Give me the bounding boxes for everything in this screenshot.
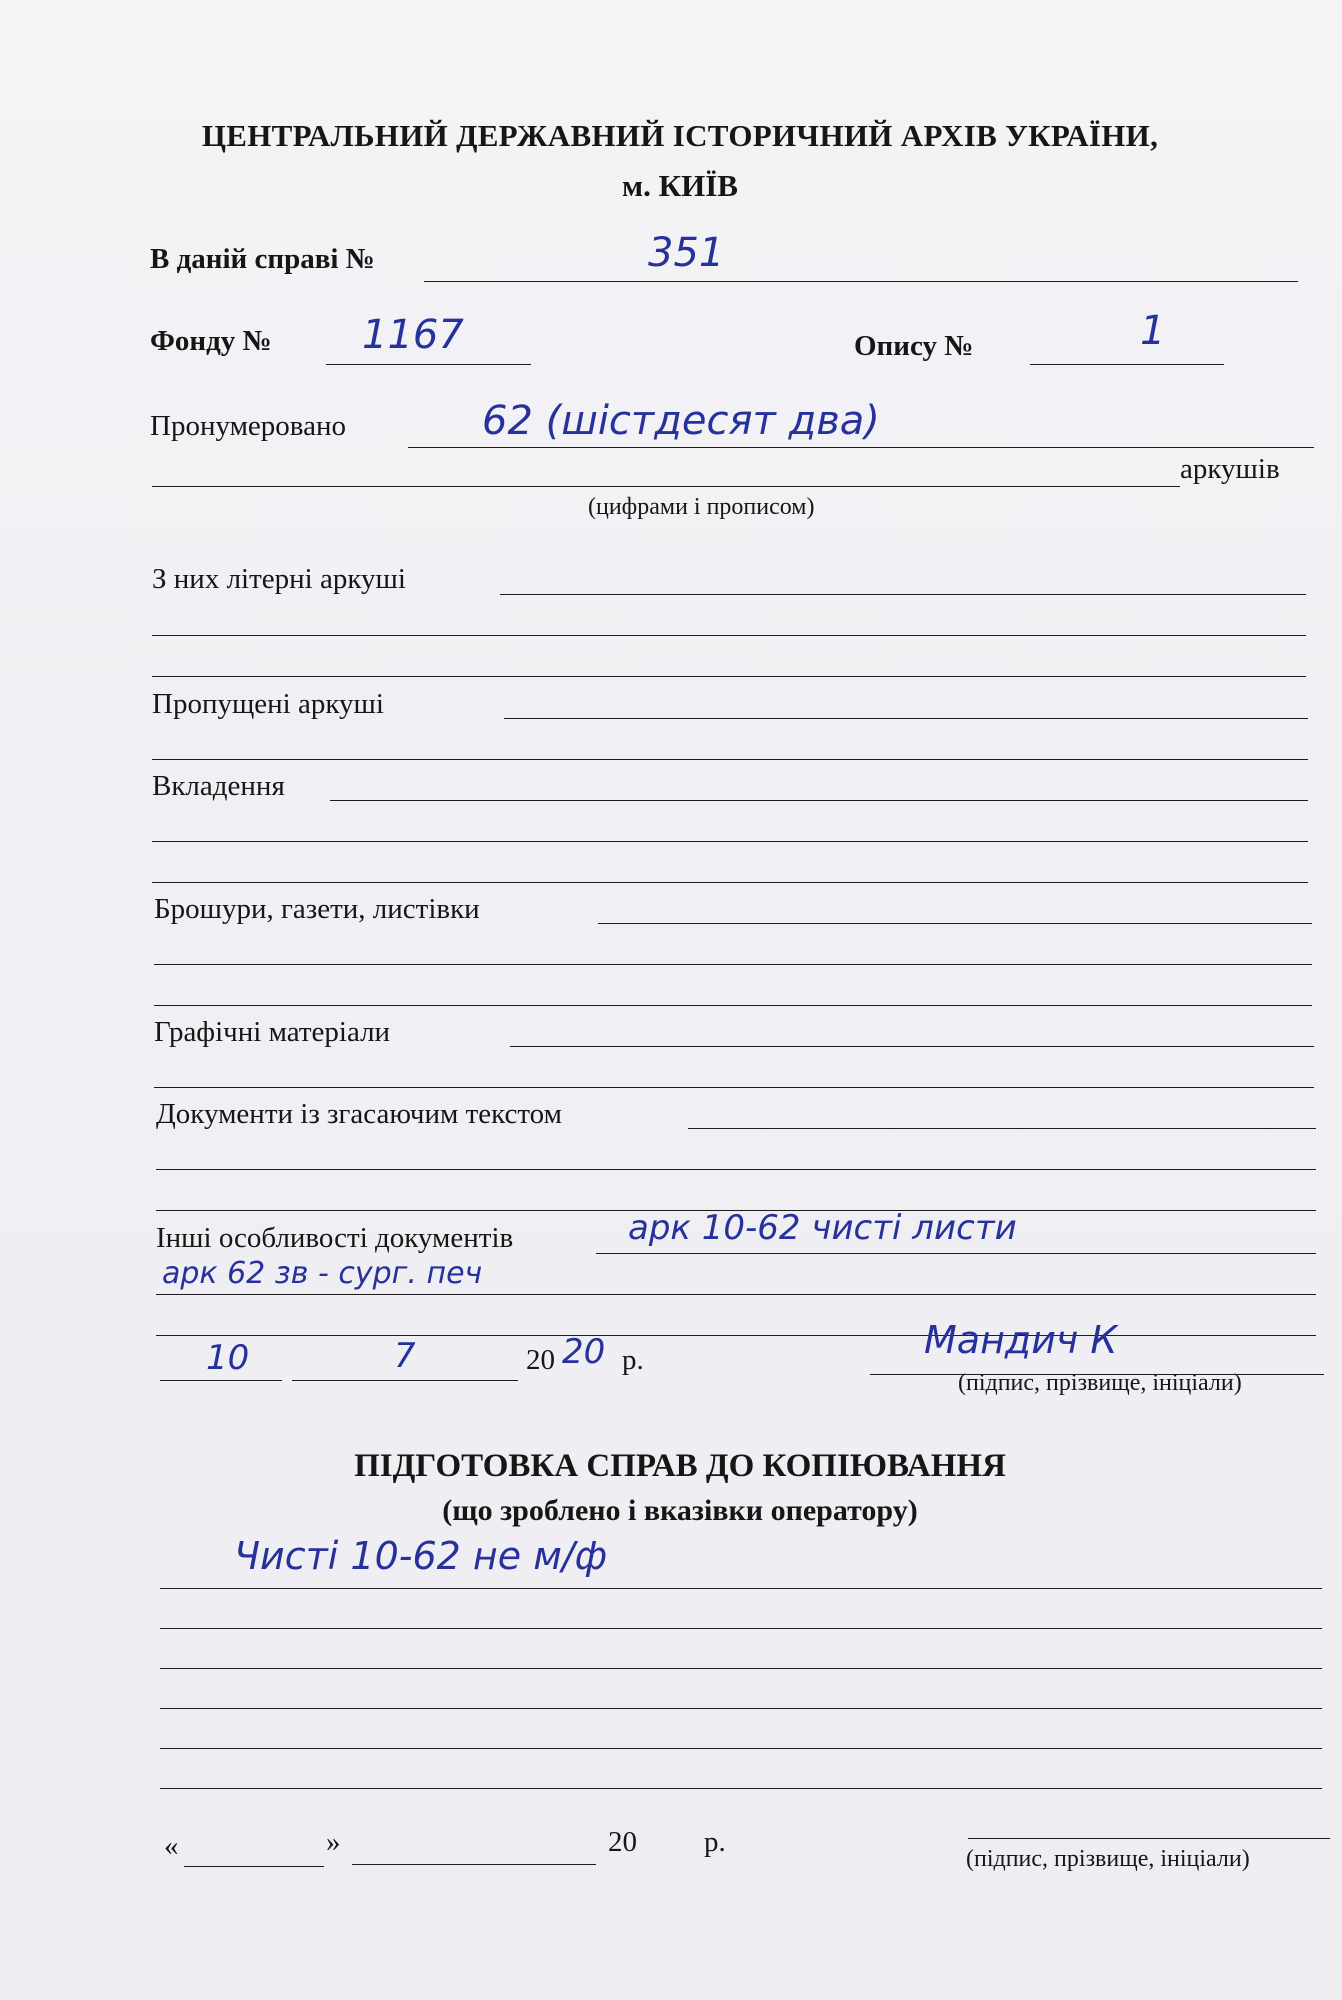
attachments-line-2	[152, 841, 1308, 842]
archive-city: м. КИЇВ	[622, 168, 738, 203]
missing-sheets-line	[504, 718, 1308, 719]
missing-sheets-label: Пропущені аркуші	[152, 688, 384, 720]
date2-open-quote: «	[164, 1830, 179, 1862]
brochures-line	[598, 923, 1312, 924]
date2-day-line	[184, 1866, 324, 1867]
numbered-line-2	[152, 486, 1180, 487]
case-number-line	[424, 281, 1298, 282]
fond-label: Фонду №	[150, 325, 272, 357]
archive-name: ЦЕНТРАЛЬНИЙ ДЕРЖАВНИЙ ІСТОРИЧНИЙ АРХІВ УКРАЇНИ,	[201, 118, 1159, 153]
opys-label: Опису №	[854, 330, 974, 362]
date2-close-quote: »	[326, 1826, 341, 1858]
date1-year-prefix: 20	[526, 1344, 555, 1376]
opys-line	[1030, 364, 1224, 365]
graphics-label: Графічні матеріали	[154, 1016, 391, 1048]
date1-month-line	[292, 1380, 518, 1381]
date2-r: р.	[704, 1826, 726, 1858]
fading-text-line	[688, 1128, 1316, 1129]
attachments-label: Вкладення	[152, 770, 285, 802]
letter-sheets-line-3	[152, 676, 1306, 677]
fond-value: 1167	[362, 312, 464, 358]
fading-text-label: Документи із згасаючим текстом	[156, 1098, 562, 1130]
other-features-line-2	[156, 1294, 1316, 1295]
numbered-value: 62 (шістдесят два)	[482, 398, 880, 444]
other-features-value-1: арк 10-62 чисті листи	[628, 1208, 1017, 1248]
date1-r: р.	[622, 1344, 644, 1376]
case-number-value: 351	[648, 230, 725, 276]
date2-signature-hint: (підпис, прізвище, ініціали)	[966, 1846, 1250, 1872]
opys-value: 1	[1140, 308, 1166, 354]
letter-sheets-line	[500, 594, 1306, 595]
numbered-suffix: аркушів	[1180, 453, 1280, 485]
copy-line-3	[160, 1668, 1322, 1669]
other-features-value-2: арк 62 зв - сург. печ	[162, 1256, 483, 1291]
fading-text-line-2	[156, 1169, 1316, 1170]
fond-line	[326, 364, 531, 365]
missing-sheets-line-2	[152, 759, 1308, 760]
copy-section-subtitle: (що зроблено і вказівки оператору)	[442, 1494, 918, 1527]
date1-day: 10	[206, 1338, 250, 1378]
graphics-line-2	[154, 1087, 1314, 1088]
date1-signature-hint: (підпис, прізвище, ініціали)	[958, 1370, 1242, 1396]
date1-signature: Мандич К	[924, 1318, 1118, 1362]
attachments-line	[330, 800, 1308, 801]
case-number-label: В даній справі №	[150, 243, 375, 275]
date2-year-prefix: 20	[608, 1826, 637, 1858]
copy-section-title: ПІДГОТОВКА СПРАВ ДО КОПІЮВАННЯ	[354, 1448, 1006, 1484]
date1-day-line	[160, 1380, 282, 1381]
numbered-line	[408, 447, 1314, 448]
copy-section-note: Чисті 10-62 не м/ф	[234, 1534, 608, 1578]
date1-month: 7	[394, 1336, 416, 1376]
date2-month-line	[352, 1864, 596, 1865]
graphics-line	[510, 1046, 1314, 1047]
letter-sheets-label: З них літерні аркуші	[152, 563, 406, 595]
numbered-hint: (цифрами і прописом)	[588, 494, 815, 520]
copy-line-6	[160, 1788, 1322, 1789]
attachments-line-3	[152, 882, 1308, 883]
letter-sheets-line-2	[152, 635, 1306, 636]
copy-line-1	[160, 1588, 1322, 1589]
copy-line-2	[160, 1628, 1322, 1629]
other-features-label: Інші особливості документів	[156, 1222, 514, 1254]
date2-signature-line	[968, 1838, 1330, 1839]
brochures-line-3	[154, 1005, 1312, 1006]
copy-line-5	[160, 1748, 1322, 1749]
date1-year-suffix: 20	[562, 1332, 606, 1372]
brochures-line-2	[154, 964, 1312, 965]
copy-line-4	[160, 1708, 1322, 1709]
other-features-line	[596, 1253, 1316, 1254]
other-features-line-3	[156, 1335, 1316, 1336]
numbered-label: Пронумеровано	[150, 410, 347, 442]
brochures-label: Брошури, газети, листівки	[154, 893, 480, 925]
